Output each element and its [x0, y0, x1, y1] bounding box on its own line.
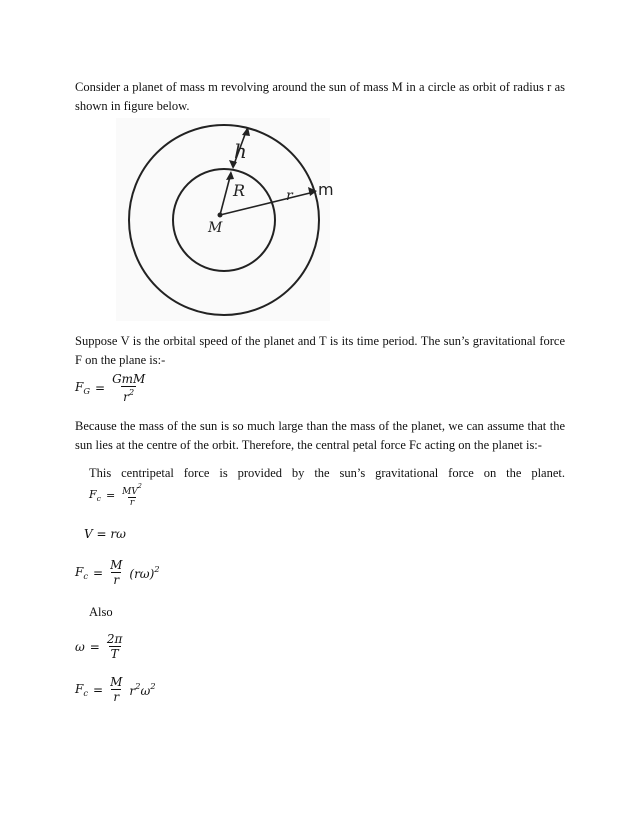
fc2-equals: = — [93, 565, 104, 580]
omega-equals: = — [89, 639, 100, 654]
fc2-fraction: $\frac{M}{r}$ — [110, 558, 123, 587]
orbital-speed-paragraph: Suppose V is the orbital speed of the planet and T is its time period. The sun’s gravitational force F on the plane is:- — [75, 334, 565, 367]
equation-omega — [75, 632, 124, 661]
also-label: Also — [89, 605, 113, 619]
fg-fraction: $\frac{\text{GmM}}{r^2}$ — [112, 372, 146, 404]
orbit-figure — [116, 118, 334, 321]
equation-v-r-omega: V = rω — [84, 527, 126, 541]
omega-fraction: $\frac{2\pi}{T}$ — [106, 632, 123, 661]
fg-equals: = — [95, 381, 106, 395]
fc3-lhs: $F_c$ — [75, 681, 89, 698]
intro-paragraph: Consider a planet of mass m revolving around the sun of mass M in a circle as orbit of radius r as shown in figure below. — [75, 80, 565, 113]
sun-centre-paragraph: Because the mass of the sun is so much large than the mass of the planet, we can assume that the sun lies at the centre of the orbit. Therefore, the central petal force Fc acting on the planet is:- — [75, 419, 565, 452]
fc1-fraction: $\frac{MV^2}{r}$ — [122, 483, 142, 508]
outer-orbit-circle — [129, 125, 319, 315]
centripetal-force-paragraph: This centripetal force is provided by the sun’s gravitational force on the planet. — [89, 466, 565, 480]
label-R: R — [233, 181, 246, 200]
label-m: m — [318, 180, 334, 199]
fc2-lhs: $F_c$ — [75, 564, 89, 581]
label-r: r — [286, 188, 293, 204]
equation-fc-mv2 — [89, 483, 144, 508]
equation-gravitational-force — [75, 372, 147, 404]
fc3-equals: = — [93, 682, 104, 697]
label-h: h — [234, 139, 247, 163]
fc2-tail: $(r\omega)^2$ — [129, 564, 160, 581]
orbit-diagram — [116, 118, 334, 321]
equation-fc-r2-omega2 — [75, 675, 156, 704]
equation-fc-r-omega — [75, 558, 160, 587]
inner-sun-circle — [173, 169, 275, 271]
fc1-lhs: $F_c$ — [89, 488, 101, 503]
fg-lhs: $F_G$ — [75, 380, 91, 396]
label-M: M — [208, 220, 223, 236]
fc1-equals: = — [105, 489, 116, 502]
omega-lhs: ω — [75, 639, 85, 654]
fc3-tail: $r^2\omega^2$ — [129, 681, 156, 698]
radius-R-arrowhead — [226, 171, 234, 180]
fc3-fraction: $\frac{M}{r}$ — [110, 675, 123, 704]
